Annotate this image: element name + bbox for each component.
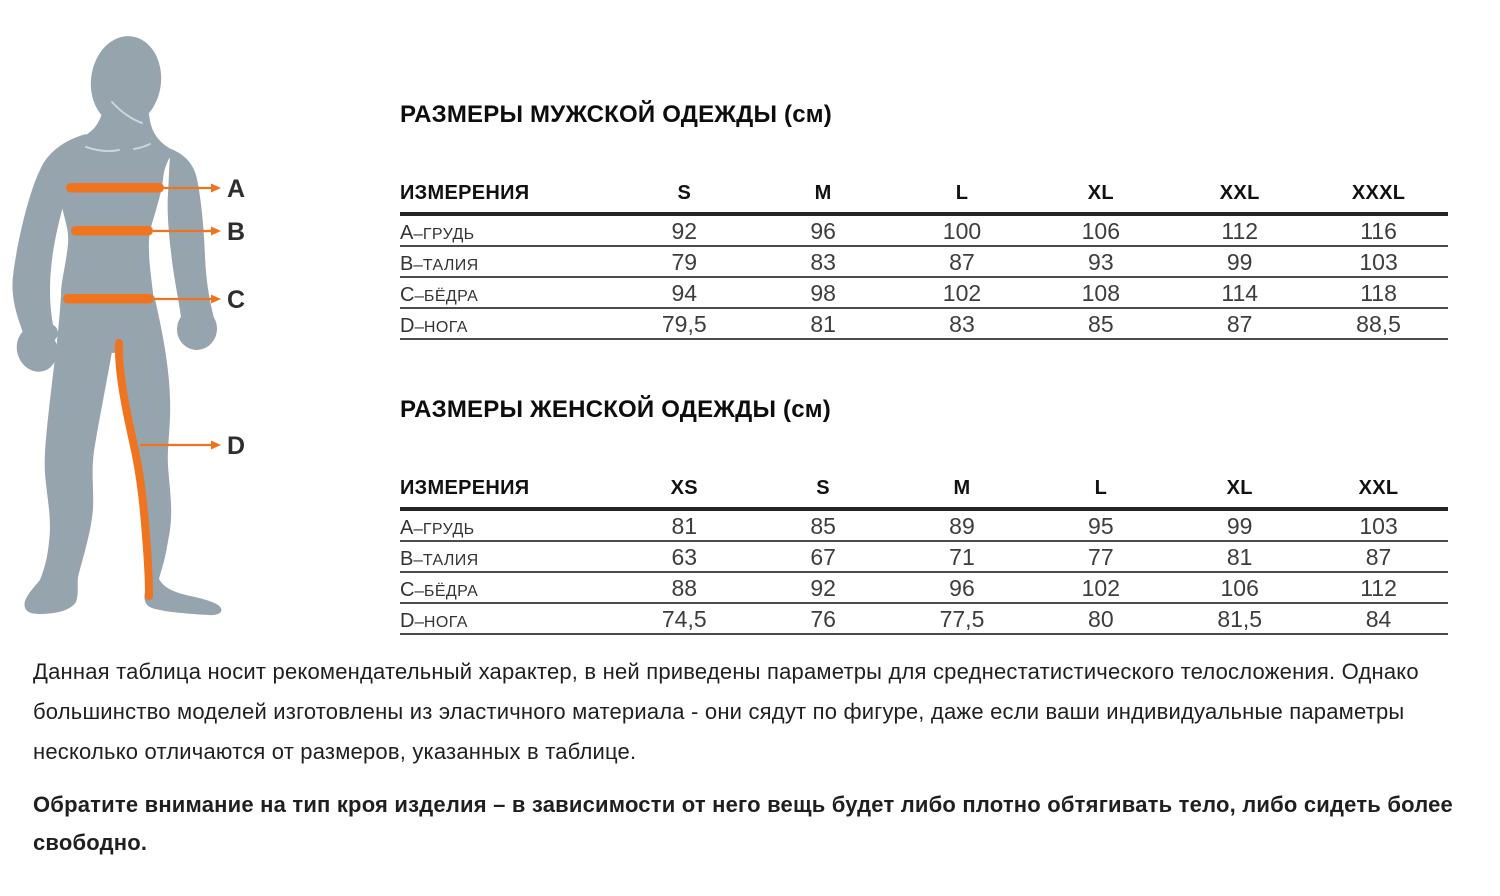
marker-label-d: D [227,432,246,460]
size-value: 93 [1031,246,1170,277]
measurement-label: В–ТАЛИЯ [400,541,615,572]
size-value: 80 [1031,603,1170,634]
size-value: 112 [1170,214,1309,246]
note-paragraph-bold: Обратите внимание на тип кроя изделия – в зависимости от него вещь будет либо плотно обтягивать тело, либо сидеть более свободно. [33,792,1453,855]
size-value: 74,5 [615,603,754,634]
size-value: 116 [1309,214,1448,246]
size-value: 81 [754,308,893,339]
size-value: 94 [615,277,754,308]
size-value: 79 [615,246,754,277]
body-measurement-diagram [0,0,390,640]
size-value: 76 [754,603,893,634]
measurement-label: D–НОГА [400,603,615,634]
size-value: 95 [1031,509,1170,541]
size-value: 92 [615,214,754,246]
size-value: 106 [1170,572,1309,603]
measurement-label: С–БЁДРА [400,277,615,308]
measurement-label: С–БЁДРА [400,572,615,603]
womens-sizes-section [400,396,1448,635]
size-value: 85 [1031,308,1170,339]
size-value: 96 [754,214,893,246]
size-column-header: S [615,182,754,214]
size-column-header: L [1031,477,1170,509]
measurement-label: D–НОГА [400,308,615,339]
size-value: 79,5 [615,308,754,339]
size-value: 99 [1170,509,1309,541]
chest-band-a [66,183,164,193]
body-silhouette-svg [0,0,390,640]
size-column-header: M [754,182,893,214]
mens-table-title: РАЗМЕРЫ МУЖСКОЙ ОДЕЖДЫ (см) [400,101,832,128]
size-value: 88 [615,572,754,603]
mens-size-table [400,182,1448,340]
size-value: 81 [615,509,754,541]
measurement-row [400,572,1448,603]
notes-block [33,652,1473,862]
size-value: 103 [1309,509,1448,541]
size-value: 81 [1170,541,1309,572]
size-value: 71 [893,541,1032,572]
womens-table-header-row [400,477,1448,509]
arrowhead-a [211,184,221,193]
size-value: 96 [893,572,1032,603]
size-column-header: XXL [1170,182,1309,214]
size-value: 99 [1170,246,1309,277]
size-value: 112 [1309,572,1448,603]
note-paragraph: Данная таблица носит рекомендательный характер, в ней приведены параметры для среднестатистического телосложения. Однако большинство моделей изготовлены из эластичного материала - они сядут по фигуре, даже если ваши индивидуальные параметры несколько отличаются от размеров, указанных в таблице. [33,659,1419,764]
size-value: 103 [1309,246,1448,277]
measurement-row [400,214,1448,246]
size-value: 63 [615,541,754,572]
arrowhead-c [211,295,221,304]
size-value: 81,5 [1170,603,1309,634]
measurements-column-header: ИЗМЕРЕНИЯ [400,182,615,214]
size-value: 100 [893,214,1032,246]
size-value: 92 [754,572,893,603]
measurement-label: А–ГРУДЬ [400,214,615,246]
measurement-row [400,603,1448,634]
mens-table-header-row [400,182,1448,214]
measurement-label: А–ГРУДЬ [400,509,615,541]
size-value: 98 [754,277,893,308]
measurement-row [400,541,1448,572]
size-value: 88,5 [1309,308,1448,339]
womens-table-title: РАЗМЕРЫ ЖЕНСКОЙ ОДЕЖДЫ (см) [400,396,831,423]
waist-band-b [71,226,153,236]
size-value: 102 [1031,572,1170,603]
size-value: 67 [754,541,893,572]
measurement-row [400,246,1448,277]
measurements-column-header: ИЗМЕРЕНИЯ [400,477,615,509]
size-value: 108 [1031,277,1170,308]
size-value: 77,5 [893,603,1032,634]
size-value: 89 [893,509,1032,541]
size-value: 83 [754,246,893,277]
marker-label-c: C [227,286,246,314]
size-column-header: M [893,477,1032,509]
arrowhead-b [211,227,221,236]
size-value: 102 [893,277,1032,308]
measurement-letters [227,175,245,460]
size-value: 114 [1170,277,1309,308]
measurement-row [400,277,1448,308]
size-value: 85 [754,509,893,541]
left-knuckle [40,324,58,342]
size-column-header: L [893,182,1032,214]
hips-band-c [63,294,154,304]
marker-label-b: B [227,218,246,246]
size-column-header: XXL [1309,477,1448,509]
marker-label-a: A [227,175,246,203]
size-column-header: XL [1031,182,1170,214]
size-column-header: XS [615,477,754,509]
size-value: 84 [1309,603,1448,634]
size-value: 106 [1031,214,1170,246]
size-value: 87 [893,246,1032,277]
size-value: 118 [1309,277,1448,308]
mens-sizes-section [400,101,1448,340]
measurement-row [400,308,1448,339]
size-column-header: S [754,477,893,509]
size-value: 83 [893,308,1032,339]
arrowhead-d [211,441,221,450]
body-silhouette [11,32,222,615]
size-value: 87 [1309,541,1448,572]
measurement-label: В–ТАЛИЯ [400,246,615,277]
size-column-header: XXXL [1309,182,1448,214]
womens-size-table [400,477,1448,635]
size-value: 77 [1031,541,1170,572]
measurement-row [400,509,1448,541]
size-column-header: XL [1170,477,1309,509]
size-value: 87 [1170,308,1309,339]
